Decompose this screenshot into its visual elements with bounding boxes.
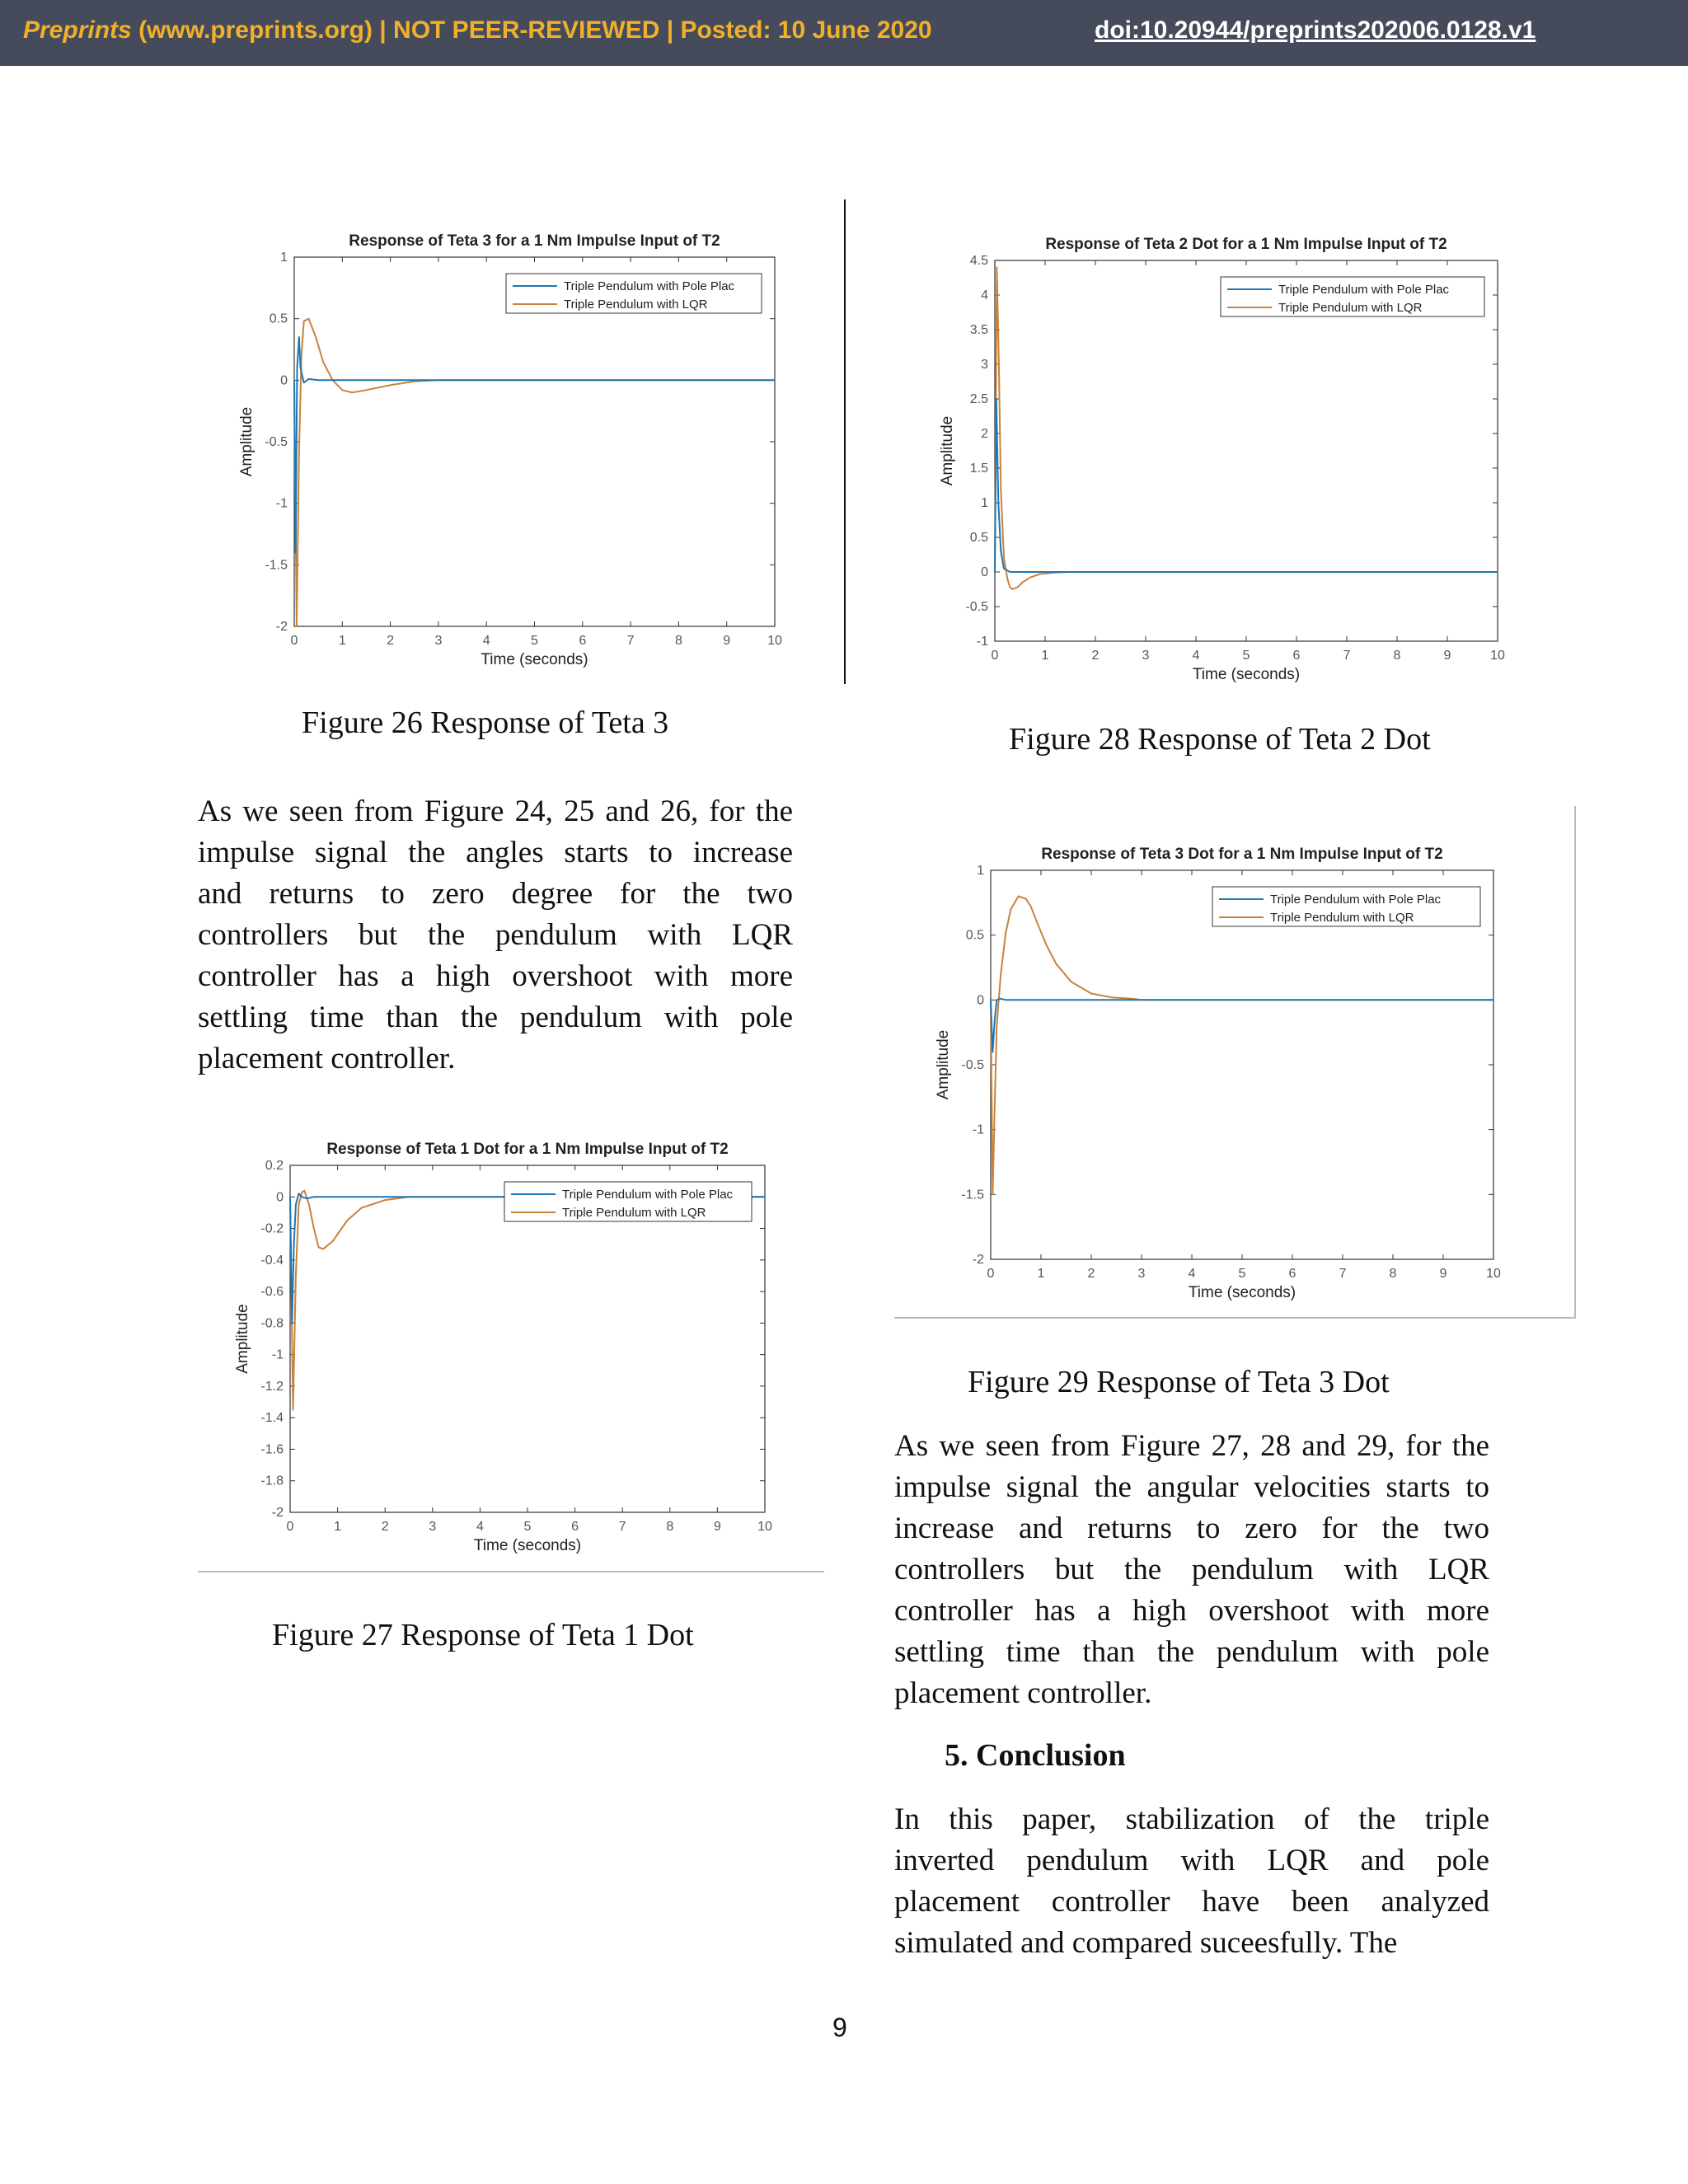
x-tick-label: 4 xyxy=(476,1520,484,1534)
plot-area xyxy=(995,260,1498,641)
y-tick-label: -0.6 xyxy=(260,1285,284,1300)
figure-26-chart xyxy=(235,221,804,684)
x-tick-label: 6 xyxy=(571,1520,579,1534)
y-tick-label: -2 xyxy=(275,620,288,634)
x-axis-label: Time (seconds) xyxy=(1188,1284,1296,1301)
header-left-text xyxy=(23,16,932,45)
y-tick-label: 3.5 xyxy=(969,323,988,337)
x-tick-label: 8 xyxy=(674,634,682,648)
y-tick-label: 0.5 xyxy=(969,531,988,545)
y-tick-label: 0 xyxy=(276,1190,284,1205)
x-tick-label: 9 xyxy=(713,1520,721,1534)
y-tick-label: 2 xyxy=(981,427,988,441)
y-tick-label: 0.5 xyxy=(269,312,288,326)
preprint-header-bar xyxy=(0,0,1688,66)
x-tick-label: 3 xyxy=(1137,1267,1146,1281)
x-tick-label: 7 xyxy=(1339,1267,1347,1281)
x-tick-label: 2 xyxy=(387,634,395,648)
y-axis-label: Amplitude xyxy=(238,406,256,477)
x-tick-label: 5 xyxy=(531,634,538,648)
figure-27-plot xyxy=(231,1129,799,1570)
text-line: simulated and compared suceesfully. The xyxy=(894,1926,1398,1960)
header-site-name: Preprints xyxy=(23,16,132,44)
figure-28-plot xyxy=(935,223,1512,701)
x-tick-label: 0 xyxy=(290,634,298,648)
figure-29-plot xyxy=(931,832,1525,1319)
y-tick-label: -1 xyxy=(275,496,288,511)
legend-label: Triple Pendulum with LQR xyxy=(1278,301,1423,315)
x-tick-label: 1 xyxy=(1037,1267,1045,1281)
text-line: controller has a high overshoot with more xyxy=(198,959,793,993)
y-axis-label: Amplitude xyxy=(939,415,956,486)
x-tick-label: 6 xyxy=(1292,649,1301,663)
x-tick-label: 3 xyxy=(1142,649,1150,663)
y-axis-label: Amplitude xyxy=(935,1029,952,1100)
x-tick-label: 9 xyxy=(1439,1267,1447,1281)
plot-area xyxy=(991,870,1493,1259)
legend-label: Triple Pendulum with Pole Plac xyxy=(564,279,735,293)
x-tick-label: 7 xyxy=(1343,649,1351,663)
x-tick-label: 4 xyxy=(1192,649,1200,663)
x-tick-label: 0 xyxy=(991,649,999,663)
y-tick-label: -1.8 xyxy=(260,1474,284,1488)
y-tick-label: 1.5 xyxy=(969,462,988,476)
text-line: impulse signal the angles starts to increase xyxy=(198,836,793,869)
chart-title: Response of Teta 3 for a 1 Nm Impulse Input of T2 xyxy=(349,232,720,250)
page-number: 9 xyxy=(832,2013,847,2042)
y-tick-label: -2 xyxy=(972,1253,984,1267)
text-line: and returns to zero degree for the two xyxy=(198,877,793,911)
conclusion-paragraph xyxy=(894,1799,1489,1964)
y-tick-label: 0 xyxy=(280,373,288,388)
legend-label: Triple Pendulum with LQR xyxy=(564,298,708,312)
x-tick-label: 10 xyxy=(1486,1267,1501,1281)
y-tick-label: -1.6 xyxy=(260,1442,284,1457)
x-tick-label: 1 xyxy=(1041,649,1049,663)
text-line: inverted pendulum with LQR and pole xyxy=(894,1844,1489,1877)
x-tick-label: 6 xyxy=(579,634,587,648)
y-tick-label: 1 xyxy=(981,496,988,510)
x-axis-label: Time (seconds) xyxy=(481,651,588,668)
paragraph-angular-velocities xyxy=(894,1426,1489,1714)
figure-27-bottom-border xyxy=(198,1571,824,1572)
x-tick-label: 5 xyxy=(1238,1267,1246,1281)
y-tick-label: -0.4 xyxy=(260,1253,284,1268)
y-tick-label: 0 xyxy=(981,565,988,579)
figure-26-plot xyxy=(235,221,804,684)
text-line: impulse signal the angular velocities starts to xyxy=(894,1470,1489,1504)
y-tick-label: -1.2 xyxy=(260,1379,284,1394)
y-tick-label: -1.5 xyxy=(265,558,288,573)
text-line: settling time than the pendulum with pole xyxy=(894,1635,1489,1669)
chart-title: Response of Teta 2 Dot for a 1 Nm Impulse Input of T2 xyxy=(1045,236,1447,253)
x-tick-label: 3 xyxy=(429,1520,437,1534)
chart-title: Response of Teta 3 Dot for a 1 Nm Impulse Input of T2 xyxy=(1041,846,1443,863)
x-tick-label: 8 xyxy=(1393,649,1401,663)
legend-label: Triple Pendulum with Pole Plac xyxy=(1278,283,1450,297)
x-tick-label: 10 xyxy=(757,1520,772,1534)
x-tick-label: 2 xyxy=(381,1520,389,1534)
text-line: controllers but the pendulum with LQR xyxy=(894,1553,1489,1586)
y-tick-label: 0.2 xyxy=(265,1159,284,1173)
figure-27-caption: Figure 27 Response of Teta 1 Dot xyxy=(272,1618,694,1652)
x-tick-label: 6 xyxy=(1288,1267,1296,1281)
y-tick-label: 0.5 xyxy=(965,928,984,943)
x-tick-label: 9 xyxy=(1443,649,1451,663)
figure-27-chart xyxy=(231,1129,799,1570)
x-tick-label: 2 xyxy=(1091,649,1100,663)
text-line: controller has a high overshoot with more xyxy=(894,1594,1489,1628)
figure-29-caption: Figure 29 Response of Teta 3 Dot xyxy=(968,1365,1390,1399)
header-doi-link[interactable]: doi:10.20944/preprints202006.0128.v1 xyxy=(1095,16,1536,44)
y-tick-label: -0.5 xyxy=(961,1058,984,1072)
text-line: In this paper, stabilization of the triple xyxy=(894,1802,1489,1836)
y-tick-label: 3 xyxy=(981,358,988,372)
x-tick-label: 1 xyxy=(334,1520,342,1534)
text-line: As we seen from Figure 27, 28 and 29, for the xyxy=(894,1429,1489,1463)
text-line: placement controller. xyxy=(894,1676,1152,1710)
y-tick-label: -0.5 xyxy=(965,600,988,614)
header-status: | NOT PEER-REVIEWED | Posted: 10 June 2020 xyxy=(379,16,932,44)
y-tick-label: 2.5 xyxy=(969,392,988,406)
y-tick-label: -1 xyxy=(972,1122,984,1137)
column-divider xyxy=(844,199,846,684)
x-tick-label: 2 xyxy=(1087,1267,1095,1281)
chart-title: Response of Teta 1 Dot for a 1 Nm Impulse Input of T2 xyxy=(326,1141,729,1158)
x-tick-label: 1 xyxy=(338,634,346,648)
x-tick-label: 8 xyxy=(666,1520,674,1534)
x-tick-label: 0 xyxy=(987,1267,995,1281)
text-line: settling time than the pendulum with pole xyxy=(198,1001,793,1034)
figure-28-chart xyxy=(935,223,1512,701)
x-axis-label: Time (seconds) xyxy=(473,1537,582,1554)
y-tick-label: -2 xyxy=(271,1506,284,1520)
legend-label: Triple Pendulum with LQR xyxy=(562,1206,706,1220)
x-tick-label: 3 xyxy=(434,634,443,648)
figure-28-caption: Figure 28 Response of Teta 2 Dot xyxy=(1009,722,1431,757)
x-tick-label: 9 xyxy=(723,634,731,648)
y-tick-label: -1.4 xyxy=(260,1411,284,1426)
y-tick-label: -1 xyxy=(271,1347,284,1362)
text-line: controllers but the pendulum with LQR xyxy=(198,918,793,952)
text-line: placement controller have been analyzed xyxy=(894,1885,1489,1919)
x-tick-label: 0 xyxy=(286,1520,294,1534)
header-site-url[interactable]: (www.preprints.org) xyxy=(138,16,373,44)
x-tick-label: 7 xyxy=(618,1520,626,1534)
x-tick-label: 7 xyxy=(626,634,635,648)
figure-29-right-border xyxy=(1574,806,1576,1319)
figure-26-caption: Figure 26 Response of Teta 3 xyxy=(302,705,669,740)
figure-29-chart xyxy=(931,832,1525,1319)
y-axis-label: Amplitude xyxy=(234,1304,251,1374)
x-tick-label: 10 xyxy=(767,634,782,648)
x-tick-label: 4 xyxy=(482,634,490,648)
legend-label: Triple Pendulum with Pole Plac xyxy=(562,1188,734,1202)
y-tick-label: -1 xyxy=(976,635,988,649)
y-tick-label: -0.5 xyxy=(265,435,288,449)
x-tick-label: 5 xyxy=(523,1520,532,1534)
y-tick-label: 0 xyxy=(977,993,984,1008)
conclusion-heading: 5. Conclusion xyxy=(945,1738,1126,1773)
y-tick-label: -0.8 xyxy=(260,1316,284,1331)
text-line: placement controller. xyxy=(198,1042,456,1076)
x-tick-label: 5 xyxy=(1242,649,1250,663)
legend-label: Triple Pendulum with LQR xyxy=(1270,911,1414,925)
x-axis-label: Time (seconds) xyxy=(1192,666,1301,683)
y-tick-label: -1.5 xyxy=(961,1188,984,1202)
y-tick-label: 4.5 xyxy=(969,254,988,268)
x-tick-label: 10 xyxy=(1490,649,1505,663)
figure-29-bottom-border xyxy=(894,1317,1575,1319)
paragraph-angles xyxy=(198,791,793,1080)
y-tick-label: 1 xyxy=(977,864,984,878)
legend-label: Triple Pendulum with Pole Plac xyxy=(1270,893,1442,907)
x-tick-label: 4 xyxy=(1188,1267,1196,1281)
text-line: increase and returns to zero for the two xyxy=(894,1511,1489,1545)
y-tick-label: -0.2 xyxy=(260,1221,284,1236)
x-tick-label: 8 xyxy=(1389,1267,1397,1281)
text-line: As we seen from Figure 24, 25 and 26, for the xyxy=(198,794,793,828)
y-tick-label: 4 xyxy=(981,288,988,302)
y-tick-label: 1 xyxy=(280,251,288,265)
